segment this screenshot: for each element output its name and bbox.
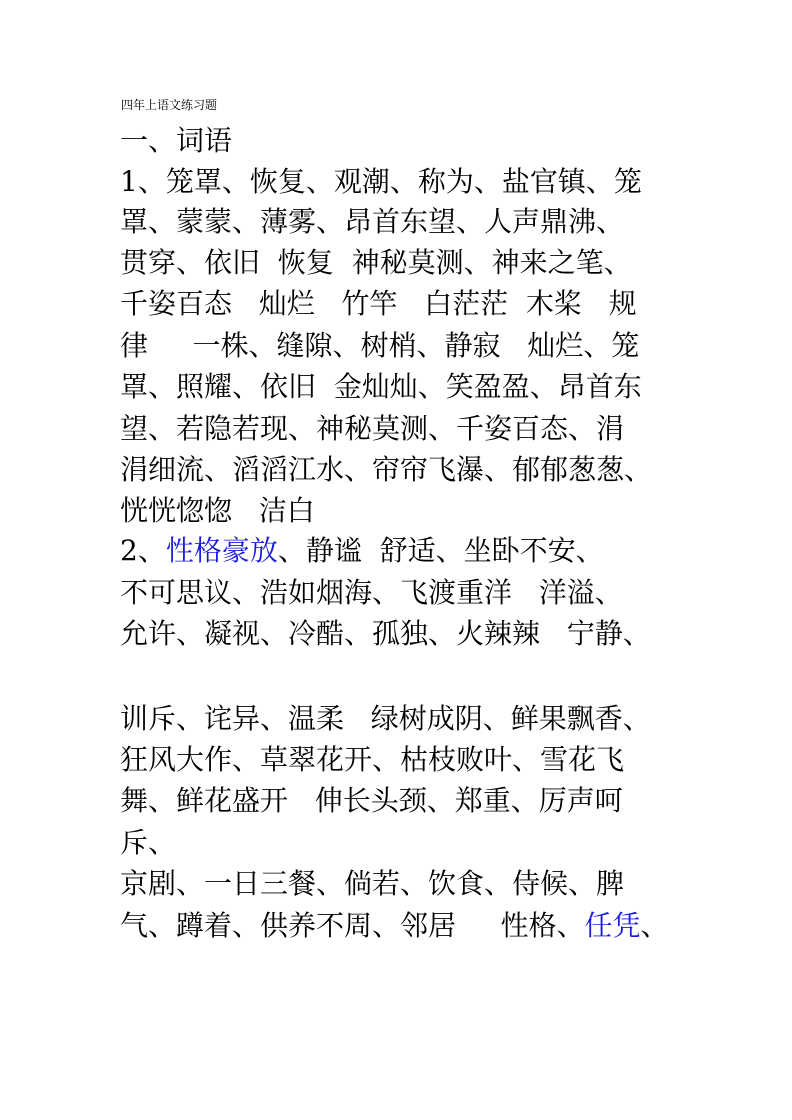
text-line: 涓细流、滔滔江水、帘帘飞瀑、郁郁葱葱、 [120,453,653,486]
text-line: 京剧、一日三餐、倘若、饮食、侍候、脾 [120,867,625,900]
text-line: 不可思议、浩如烟海、飞渡重洋 洋溢、 [120,576,623,609]
text-line-with-highlight [120,906,669,946]
text-line: 律 一株、缝隙、树梢、静寂 灿烂、笼 [120,329,640,362]
text-line: 允许、凝视、冷酷、孤独、火辣辣 宁静、 [120,617,651,650]
text-line: 恍恍惚惚 洁白 [120,494,315,527]
text-line: 罩、照耀、依旧 金灿灿、笑盈盈、昂首东 [120,370,642,403]
section-heading: 一、词语 [120,124,233,157]
text-line-with-highlight [120,531,604,571]
text-line: 舞、鲜花盛开 伸长头颈、郑重、厉声呵 [120,784,623,817]
text-line: 斥、 [120,826,177,859]
highlighted-word: 任凭 [584,909,641,942]
text-line: 训斥、诧异、温柔 绿树成阴、鲜果飘香、 [120,702,651,735]
text-line: 千姿百态 灿烂 竹竿 白茫茫 木桨 规 [120,287,637,320]
text-line: 望、若隐若现、神秘莫测、千姿百态、涓 [120,412,625,445]
highlighted-word: 性格豪放 [165,534,278,567]
text-line: 1、笼罩、恢复、观潮、称为、盐官镇、笼 [120,165,642,198]
text-line: 贯穿、依旧 恢复 神秘莫测、神来之笔、 [120,246,632,279]
text-line: 狂风大作、草翠花开、枯枝败叶、雪花飞 [120,743,625,776]
text-line: 罩、蒙蒙、薄雾、昂首东望、人声鼎沸、 [120,205,625,238]
line-prefix: 2、 [120,534,166,567]
line-rest: 、 [640,909,669,942]
line-rest: 、静谧 舒适、坐卧不安、 [277,534,604,567]
line-prefix: 气、蹲着、供养不周、邻居 性格、 [120,909,585,942]
document-title: 四年上语文练习题 [121,98,218,112]
